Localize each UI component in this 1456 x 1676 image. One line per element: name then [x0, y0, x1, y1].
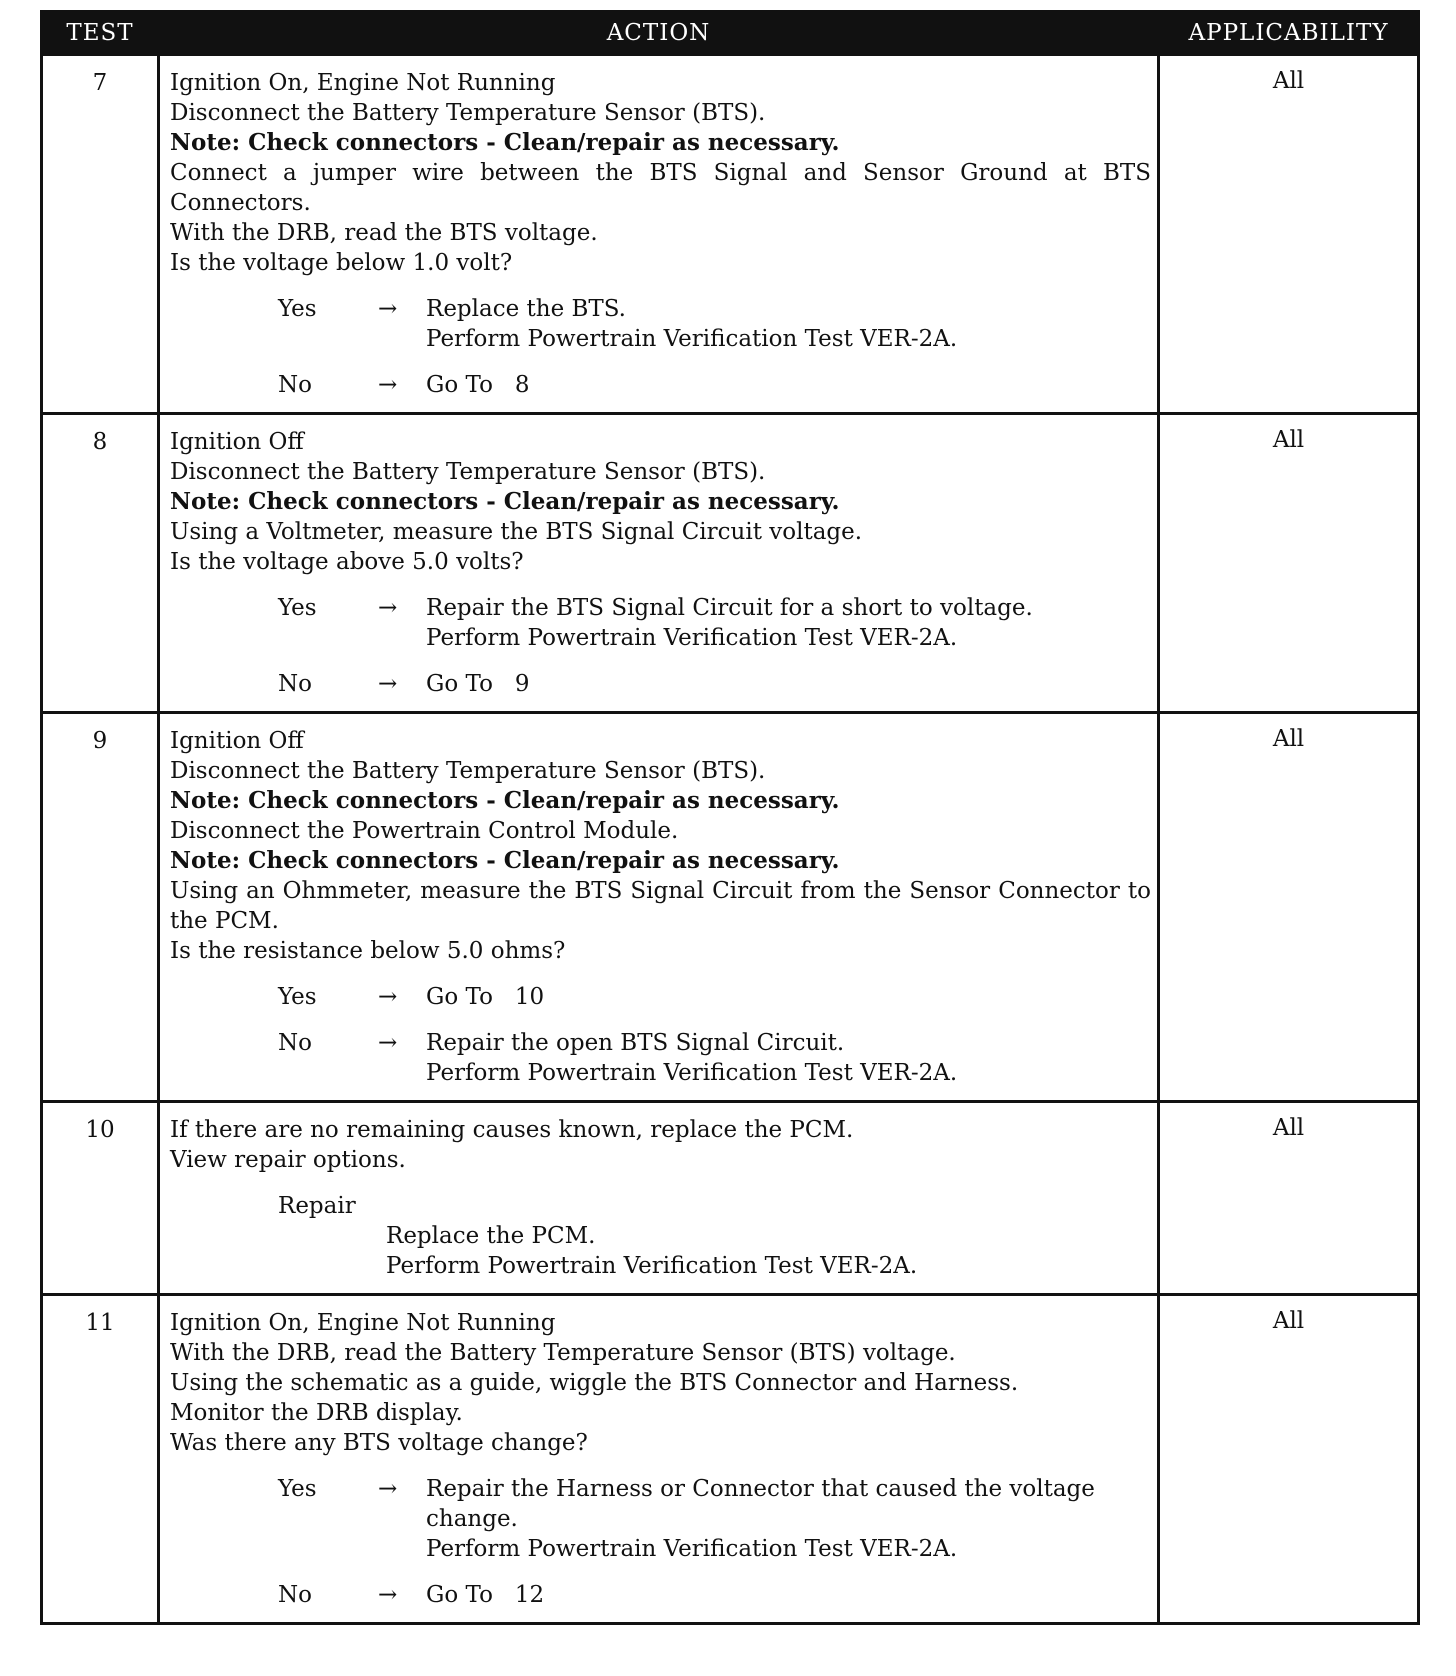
goto-link[interactable]: Go To 9	[426, 671, 530, 697]
action-line: If there are no remaining causes known, replace the PCM.	[170, 1117, 854, 1143]
yes-label: Yes	[278, 595, 317, 621]
test-number: 10	[42, 1102, 159, 1295]
applicability-value: All	[1159, 1102, 1419, 1295]
question-line: Was there any BTS voltage change?	[170, 1430, 588, 1456]
table-header-row	[42, 12, 1419, 55]
result-line: Perform Powertrain Verification Test VER-2A.	[426, 1536, 958, 1562]
result-line: Perform Powertrain Verification Test VER-2A.	[426, 1060, 958, 1086]
question-line: Is the resistance below 5.0 ohms?	[170, 938, 566, 964]
action-line: Disconnect the Battery Temperature Sensor (BTS).	[170, 100, 766, 126]
arrow-icon: →	[378, 1030, 398, 1056]
arrow-icon: →	[378, 296, 398, 322]
diagnostic-test-table	[40, 10, 1420, 1625]
action-cell	[159, 713, 1159, 1102]
applicability-value: All	[1159, 414, 1419, 713]
result-line: Repair the Harness or Connector that caused the voltage change.	[426, 1476, 1095, 1532]
arrow-icon: →	[378, 372, 398, 398]
header-test: TEST	[42, 12, 159, 55]
yes-response	[170, 982, 1151, 1012]
action-line: Connect a jumper wire between the BTS Signal and Sensor Ground at BTS Connectors.	[170, 160, 1151, 216]
goto-link[interactable]: Go To 8	[426, 372, 530, 398]
no-label: No	[278, 1030, 312, 1056]
no-label: No	[278, 1582, 312, 1608]
test-row-8	[42, 414, 1419, 713]
action-line: Ignition Off	[170, 728, 304, 754]
test-row-9	[42, 713, 1419, 1102]
result-line: Replace the BTS.	[426, 296, 626, 322]
no-response	[170, 669, 1151, 699]
action-line: With the DRB, read the BTS voltage.	[170, 220, 598, 246]
action-cell	[159, 55, 1159, 414]
repair-result	[386, 1221, 1151, 1281]
test-number: 9	[42, 713, 159, 1102]
repair-label: Repair	[278, 1193, 356, 1219]
action-cell	[159, 414, 1159, 713]
arrow-icon: →	[378, 595, 398, 621]
action-line: With the DRB, read the Battery Temperature Sensor (BTS) voltage.	[170, 1340, 956, 1366]
result-line: Perform Powertrain Verification Test VER-2A.	[426, 326, 958, 352]
test-number: 7	[42, 55, 159, 414]
test-number: 11	[42, 1295, 159, 1624]
yes-response	[170, 593, 1151, 653]
no-label: No	[278, 671, 312, 697]
yes-label: Yes	[278, 1476, 317, 1502]
arrow-icon: →	[378, 984, 398, 1010]
note-line: Note: Check connectors - Clean/repair as necessary.	[170, 847, 840, 874]
action-line: View repair options.	[170, 1147, 406, 1173]
action-line: Using a Voltmeter, measure the BTS Signal Circuit voltage.	[170, 519, 863, 545]
arrow-icon: →	[378, 1476, 398, 1502]
action-line: Ignition On, Engine Not Running	[170, 70, 556, 96]
result-line: Repair the BTS Signal Circuit for a short to voltage.	[426, 595, 1033, 621]
action-cell	[159, 1295, 1159, 1624]
result-line: Repair the open BTS Signal Circuit.	[426, 1030, 845, 1056]
arrow-icon: →	[378, 671, 398, 697]
no-response	[170, 370, 1151, 400]
no-response	[170, 1580, 1151, 1610]
result-line: Perform Powertrain Verification Test VER-2A.	[426, 625, 958, 651]
action-line: Using the schematic as a guide, wiggle the BTS Connector and Harness.	[170, 1370, 1019, 1396]
action-line: Monitor the DRB display.	[170, 1400, 463, 1426]
goto-link[interactable]: Go To 12	[426, 1582, 545, 1608]
yes-response	[170, 1474, 1151, 1564]
action-cell	[159, 1102, 1159, 1295]
yes-label: Yes	[278, 296, 317, 322]
question-line: Is the voltage above 5.0 volts?	[170, 549, 524, 575]
action-line: Disconnect the Powertrain Control Module.	[170, 818, 679, 844]
applicability-value: All	[1159, 55, 1419, 414]
note-line: Note: Check connectors - Clean/repair as necessary.	[170, 129, 840, 156]
action-line: Disconnect the Battery Temperature Sensor (BTS).	[170, 459, 766, 485]
note-line: Note: Check connectors - Clean/repair as necessary.	[170, 488, 840, 515]
header-action: ACTION	[159, 12, 1159, 55]
goto-link[interactable]: Go To 10	[426, 984, 545, 1010]
action-line: Using an Ohmmeter, measure the BTS Signal Circuit from the Sensor Connector to the PCM.	[170, 878, 1151, 934]
yes-label: Yes	[278, 984, 317, 1010]
test-row-11	[42, 1295, 1419, 1624]
no-label: No	[278, 372, 312, 398]
arrow-icon: →	[378, 1582, 398, 1608]
test-row-10	[42, 1102, 1419, 1295]
applicability-value: All	[1159, 713, 1419, 1102]
test-number: 8	[42, 414, 159, 713]
action-line: Disconnect the Battery Temperature Sensor (BTS).	[170, 758, 766, 784]
action-line: Ignition Off	[170, 429, 304, 455]
header-applicability: APPLICABILITY	[1159, 12, 1419, 55]
test-row-7	[42, 55, 1419, 414]
result-line: Perform Powertrain Verification Test VER-2A.	[386, 1253, 918, 1279]
note-line: Note: Check connectors - Clean/repair as necessary.	[170, 787, 840, 814]
result-line: Replace the PCM.	[386, 1223, 596, 1249]
yes-response	[170, 294, 1151, 354]
question-line: Is the voltage below 1.0 volt?	[170, 250, 513, 276]
no-response	[170, 1028, 1151, 1088]
applicability-value: All	[1159, 1295, 1419, 1624]
action-line: Ignition On, Engine Not Running	[170, 1310, 556, 1336]
